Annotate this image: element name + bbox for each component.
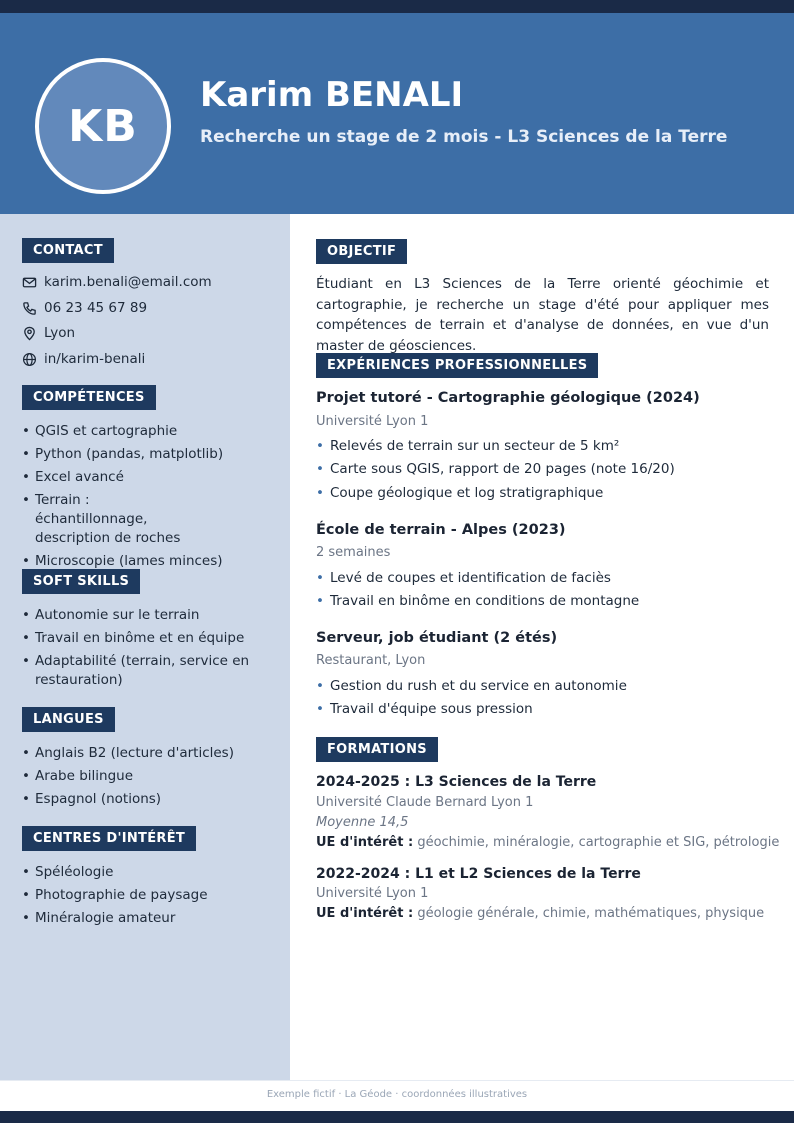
list-item: • Photographie de paysage [22, 886, 284, 905]
section-title-contact: CONTACT [22, 238, 114, 263]
section-title-soft-skills: SOFT SKILLS [22, 569, 140, 594]
objective-text: Étudiant en L3 Sciences de la Terre orienté géochimie et cartographie, je recherche un stage d'été pour appliquer mes compétences de terrain et d'analyse de données, en vue d'un master de géosciences. [316, 276, 769, 354]
contact-linkedin-text: in/karim-benali [44, 351, 146, 367]
education-school: Université Claude Bernard Lyon 1 [316, 795, 534, 810]
section-title-languages: LANGUES [22, 707, 115, 732]
contact-email[interactable] [22, 273, 212, 291]
list-item: • Gestion du rush et du service en autonomie [316, 677, 776, 696]
education-school: Université Lyon 1 [316, 886, 429, 901]
globe-icon [22, 352, 37, 367]
list-item: • Spéléologie [22, 863, 284, 882]
candidate-name: Karim BENALI [200, 75, 464, 115]
list-item: • Espagnol (notions) [22, 790, 284, 809]
job-bullets [316, 569, 776, 616]
section-title-interests: CENTRES D'INTÉRÊT [22, 826, 196, 851]
education-ue [316, 906, 764, 921]
list-item: • Python (pandas, matplotlib) [22, 445, 284, 464]
section-title-education: FORMATIONS [316, 737, 438, 762]
header-banner [0, 13, 794, 214]
education-ue-text: géochimie, minéralogie, cartographie et SIG, pétrologie [417, 835, 780, 850]
phone-icon [22, 301, 37, 316]
job-title: Projet tutoré - Cartographie géologique (2024) [316, 390, 700, 406]
interests-list [22, 863, 284, 932]
soft-skills-list [22, 606, 284, 694]
section-title-objective: OBJECTIF [316, 239, 407, 264]
mail-icon [22, 275, 37, 290]
education-title: 2024-2025 : L3 Sciences de la Terre [316, 774, 597, 790]
contact-linkedin[interactable] [22, 350, 145, 368]
job-subtitle: Université Lyon 1 [316, 414, 429, 429]
list-item: • Minéralogie amateur [22, 909, 284, 928]
list-item: • QGIS et cartographie [22, 422, 284, 441]
education-grade: Moyenne 14,5 [316, 815, 409, 830]
contact-location [22, 324, 75, 342]
education-ue-label: UE d'intérêt : [316, 835, 414, 850]
education-ue [316, 835, 779, 850]
list-item: • Travail en binôme et en équipe [22, 629, 284, 648]
candidate-tagline: Recherche un stage de 2 mois - L3 Sciences de la Terre [200, 127, 728, 147]
job-bullets [316, 437, 776, 507]
education-title: 2022-2024 : L1 et L2 Sciences de la Terre [316, 866, 641, 882]
education-ue-text: géologie générale, chimie, mathématiques, physique [417, 906, 765, 921]
location-pin-icon [22, 326, 37, 341]
list-item: • Travail d'équipe sous pression [316, 700, 776, 719]
bottom-band [0, 1111, 794, 1123]
list-item: • Autonomie sur le terrain [22, 606, 284, 625]
list-item: • Adaptabilité (terrain, service en restauration) [22, 652, 252, 690]
skills-list [22, 422, 284, 575]
job-title: Serveur, job étudiant (2 étés) [316, 630, 558, 646]
languages-list [22, 744, 284, 813]
job-subtitle: 2 semaines [316, 545, 391, 560]
list-item: • Excel avancé [22, 468, 284, 487]
contact-phone[interactable] [22, 299, 147, 317]
list-item: • Arabe bilingue [22, 767, 284, 786]
avatar-initials: KB [68, 100, 138, 152]
list-item: • Levé de coupes et identification de faciès [316, 569, 776, 588]
avatar [35, 58, 171, 194]
job-title: École de terrain - Alpes (2023) [316, 522, 566, 538]
footer-note: Exemple fictif · La Géode · coordonnées illustratives [266, 1089, 528, 1100]
list-item: • Coupe géologique et log stratigraphique [316, 484, 776, 503]
list-item: • Relevés de terrain sur un secteur de 5 km² [316, 437, 776, 456]
section-title-skills: COMPÉTENCES [22, 385, 156, 410]
job-bullets [316, 677, 776, 724]
section-title-experience: EXPÉRIENCES PROFESSIONNELLES [316, 353, 598, 378]
contact-email-text: karim.benali@email.com [44, 274, 212, 290]
education-ue-label: UE d'intérêt : [316, 906, 414, 921]
list-item: • Carte sous QGIS, rapport de 20 pages (note 16/20) [316, 460, 776, 479]
top-band [0, 0, 794, 13]
job-subtitle: Restaurant, Lyon [316, 653, 426, 668]
list-item: • Microscopie (lames minces) [22, 552, 284, 571]
contact-location-text: Lyon [44, 325, 76, 341]
list-item: • Travail en binôme en conditions de montagne [316, 592, 776, 611]
list-item: • Terrain : échantillonnage, description de roches [22, 491, 202, 548]
contact-phone-text: 06 23 45 67 89 [44, 300, 148, 316]
list-item: • Anglais B2 (lecture d'articles) [22, 744, 284, 763]
